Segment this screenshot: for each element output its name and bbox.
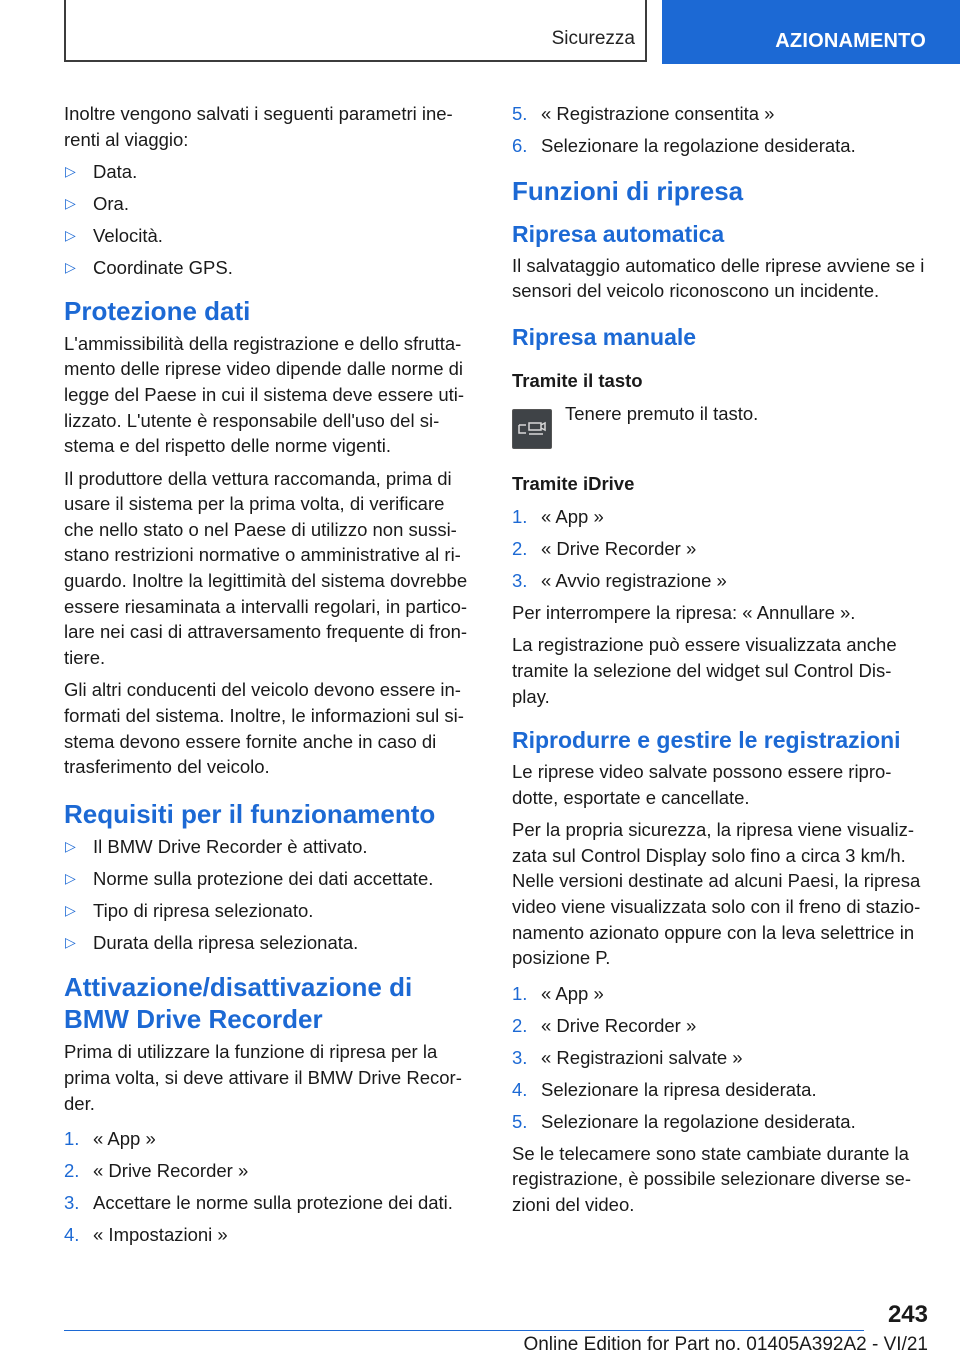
paragraph: Se le telecamere sono state cambiate durante la registrazione, è possibile selezionare diverse se-zioni del video. [512, 1142, 911, 1215]
paragraph: Per la propria sicurezza, la ripresa viene visualiz-zata sul Control Display solo fino a circa 3 km/h. Nelle versioni destinate ad alcuni Paesi, la ripresa video viene visualizzata solo con il freno di stazio-namento azionato oppure con la leva selettrice in posizione P. [512, 819, 921, 969]
paragraph: Il produttore della vettura raccomanda, prima di usare il sistema per la prima volta, di verificare che nello stato o nel Paese di utilizzo non sussi-stano restrizioni normative o amministrative al ri-guardo. Inoltre la legittimità del sistema dovrebbe essere riesaminata a intervalli regolari, in partico-lare nei casi di attraversamento frequente di fron-tiere. [64, 467, 468, 668]
list-item: ▷ Velocità. [64, 223, 478, 249]
triangle-right-icon: ▷ [65, 869, 76, 886]
drive-recorder-button-icon [512, 409, 552, 449]
page-number: 243 [887, 1301, 928, 1328]
idrive-steps [512, 504, 926, 594]
left-column [64, 101, 478, 1254]
triangle-right-icon: ▷ [65, 933, 76, 950]
triangle-right-icon: ▷ [65, 227, 76, 244]
attivazione-steps [64, 1126, 478, 1248]
intro-paragraph: Inoltre vengono salvati i seguenti parametri ine-renti al viaggio: [64, 103, 453, 150]
attivazione-steps-continued [512, 101, 926, 159]
list-item: 5. Selezionare la regolazione desiderata. [512, 1110, 856, 1132]
paragraph: Il salvataggio automatico delle riprese avviene se i sensori del veicolo riconoscono un incidente. [512, 254, 925, 302]
heading-attivazione: Attivazione/disattivazione di BMW Drive Recorder [64, 972, 413, 1035]
list-item: 4. Selezionare la ripresa desiderata. [512, 1078, 817, 1100]
heading-tramite-idrive: Tramite iDrive [512, 472, 635, 494]
triangle-right-icon: ▷ [65, 259, 76, 276]
list-item: ▷ Ora. [64, 191, 478, 217]
list-item: 1. « App » [512, 982, 604, 1004]
riprodurre-steps [512, 981, 926, 1135]
list-item: 1. « App » [64, 1128, 156, 1150]
right-column [512, 101, 926, 1225]
list-item: ▷ Data. [64, 159, 478, 185]
triangle-right-icon: ▷ [65, 195, 76, 212]
list-item: 2. « Drive Recorder » [512, 1014, 697, 1036]
list-item: 3. « Avvio registrazione » [512, 569, 727, 591]
paragraph: Le riprese video salvate possono essere ripro-dotte, esportate e cancellate. [512, 761, 892, 808]
key-instruction [512, 401, 926, 449]
paragraph: Per interrompere la ripresa: « Annullare ». [512, 601, 856, 623]
triangle-right-icon: ▷ [65, 901, 76, 918]
heading-requisiti: Requisiti per il funzionamento [64, 798, 436, 829]
params-list [64, 159, 478, 281]
list-item: 5. « Registrazione consentita » [512, 103, 775, 124]
chapter-label: AZIONAMENTO [775, 30, 926, 52]
list-item: ▷ Tipo di ripresa selezionato. [64, 898, 478, 924]
paragraph: L'ammissibilità della registrazione e dello sfrutta-mento delle riprese video dipende dalle norme di legge del Paese in cui il sistema deve essere uti-lizzato. L'utente è responsabile dell'uso del si-stema e del rispetto delle norme vigenti. [64, 332, 465, 457]
paragraph: La registrazione può essere visualizzata anche tramite la selezione del widget sul Control Dis-play. [512, 634, 897, 707]
heading-funzioni-di-ripresa: Funzioni di ripresa [512, 175, 744, 206]
chapter-tab[interactable] [662, 0, 960, 64]
list-item: 6. Selezionare la regolazione desiderata. [512, 134, 856, 156]
footer-edition: Online Edition for Part no. 01405A392A2 - VI/21 [523, 1334, 928, 1355]
heading-protezione-dati: Protezione dati [64, 295, 251, 326]
list-item: 4. « Impostazioni » [64, 1224, 228, 1246]
paragraph: Gli altri conducenti del veicolo devono essere in-formati del sistema. Inoltre, le informazioni sul si-stema devono essere fornite anche in caso di trasferimento del veicolo. [64, 679, 464, 778]
list-item: 1. « App » [512, 505, 604, 527]
footer-divider [64, 1330, 864, 1331]
heading-riprodurre: Riprodurre e gestire le registrazioni [512, 727, 901, 754]
list-item: ▷ Durata della ripresa selezionata. [64, 930, 478, 956]
section-title: Sicurezza [551, 28, 635, 49]
requisiti-list [64, 834, 478, 956]
triangle-right-icon: ▷ [65, 163, 76, 180]
key-text: Tenere premuto il tasto. [565, 402, 759, 424]
list-item: ▷ Norme sulla protezione dei dati accettate. [64, 866, 478, 892]
list-item: 3. Accettare le norme sulla protezione dei dati. [64, 1192, 453, 1214]
list-item: 2. « Drive Recorder » [512, 537, 697, 559]
heading-tramite-il-tasto: Tramite il tasto [512, 369, 643, 391]
list-item: 3. « Registrazioni salvate » [512, 1046, 743, 1068]
triangle-right-icon: ▷ [65, 837, 76, 854]
list-item: 2. « Drive Recorder » [64, 1160, 249, 1182]
list-item: ▷ Coordinate GPS. [64, 255, 478, 281]
paragraph: Prima di utilizzare la funzione di ripresa per la prima volta, si deve attivare il BMW Drive Recor-der. [64, 1041, 462, 1114]
heading-ripresa-manuale: Ripresa manuale [512, 323, 697, 350]
heading-ripresa-automatica: Ripresa automatica [512, 220, 725, 247]
list-item: ▷ Il BMW Drive Recorder è attivato. [64, 834, 478, 860]
